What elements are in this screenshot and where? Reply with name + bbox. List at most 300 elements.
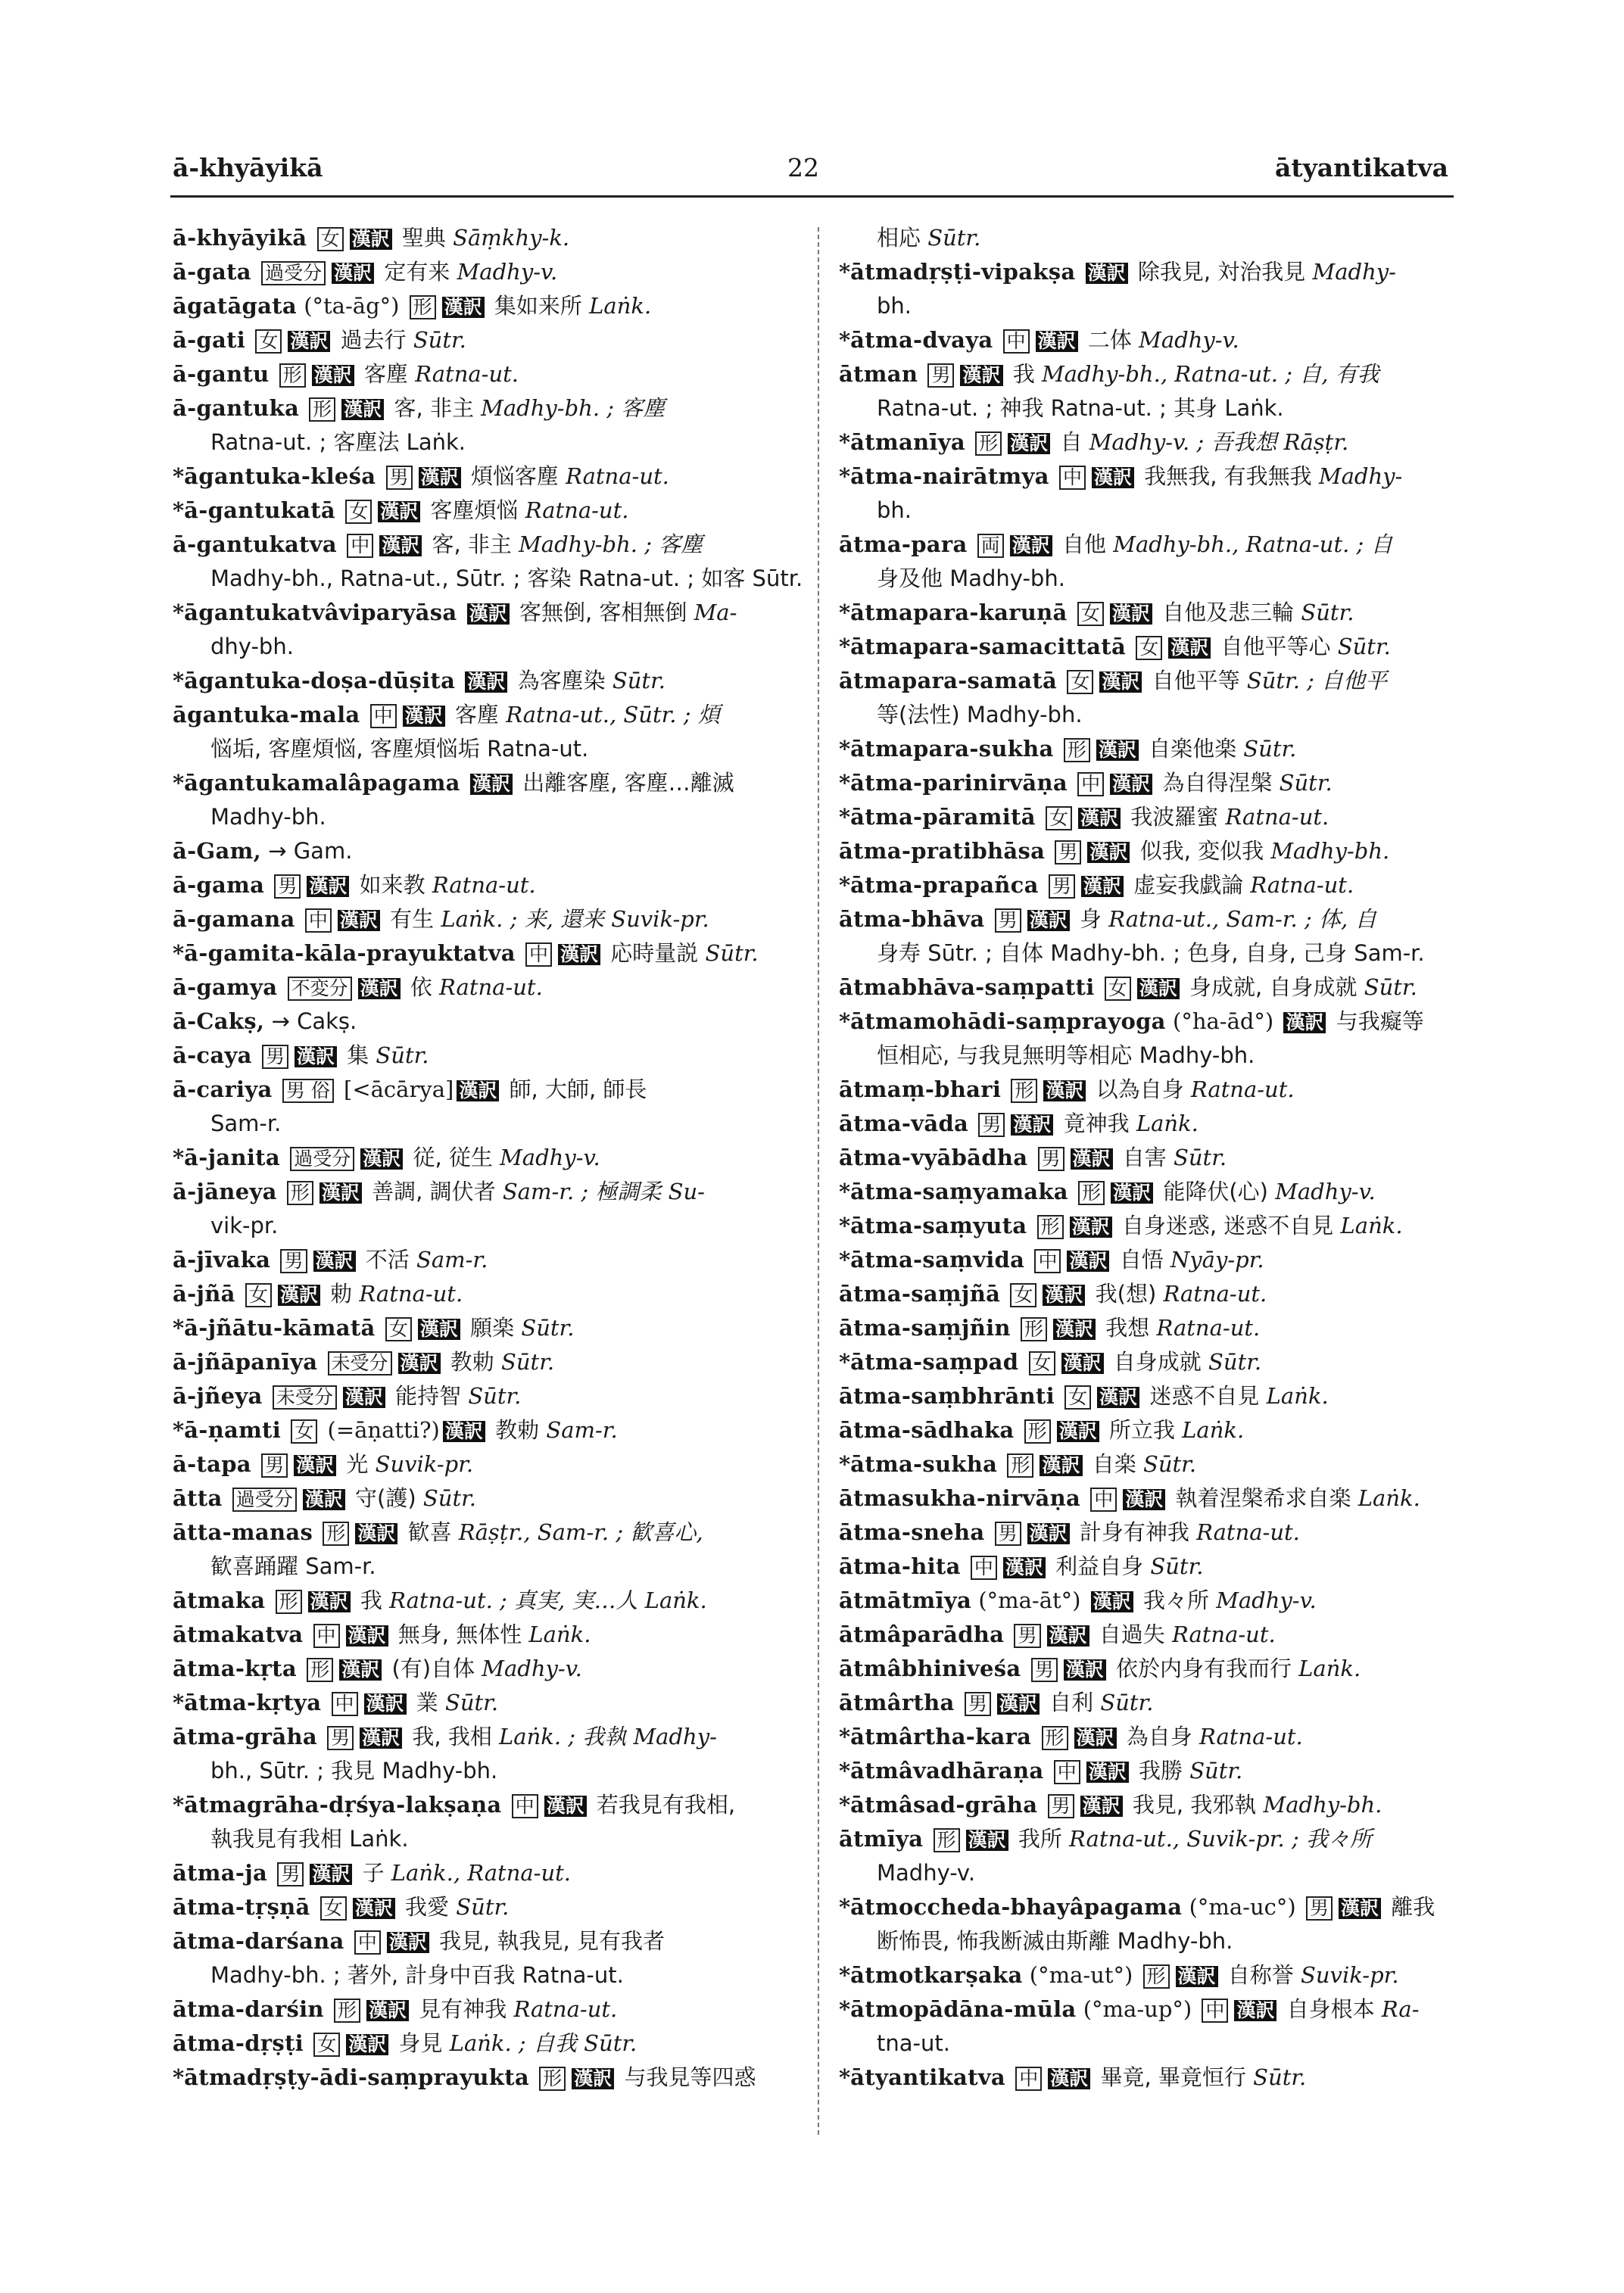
dictionary-entry (173, 1243, 809, 1277)
headword: ātma-ja (173, 1860, 268, 1886)
source-reference: Madhy-v. (500, 1145, 600, 1170)
translation-text: 与我癡等 (1336, 1008, 1424, 1034)
chinese-translation-tag: 漢訳 (1057, 1421, 1099, 1442)
grammar-tag: 中 (512, 1794, 538, 1818)
translation-text: (有)自体 (391, 1656, 475, 1681)
grammar-tag: 形 (1021, 1317, 1047, 1341)
chinese-translation-tag: 漢訳 (1071, 1148, 1113, 1170)
dictionary-entry (173, 902, 809, 936)
chinese-translation-tag: 漢訳 (378, 501, 420, 522)
headword-note: (°ha-ād°) (1173, 1008, 1274, 1034)
grammar-tag: 中 (1003, 329, 1030, 354)
dictionary-entry (839, 1550, 1458, 1584)
source-reference: Ratna-ut. (415, 361, 519, 387)
dictionary-entry (839, 596, 1458, 630)
chinese-translation-tag: 漢訳 (1064, 1659, 1106, 1681)
dictionary-entry (173, 1447, 809, 1481)
chinese-translation-tag: 漢訳 (1096, 740, 1139, 761)
source-reference: Madhy- (1318, 463, 1403, 489)
dictionary-entry (839, 1992, 1458, 2061)
translation-text: 畢竟, 畢竟恒行 (1100, 2064, 1246, 2090)
translation-text: 善調, 調伏者 (372, 1179, 496, 1204)
source-reference: Laṅk. (528, 1622, 591, 1647)
translation-text: 似我, 変似我 (1139, 838, 1264, 864)
headword: ātmâvadhāraṇa (850, 1758, 1044, 1784)
chinese-translation-tag: 漢訳 (278, 1285, 320, 1306)
grammar-tag: 女 (320, 1896, 347, 1921)
dictionary-entry (173, 1788, 809, 1856)
headword: ātma-saṃjñin (839, 1315, 1011, 1341)
dictionary-entry (173, 391, 809, 460)
entry-marker: * (173, 463, 185, 489)
headword: ātma-hita (839, 1553, 961, 1579)
entry-continuation: 執我見有我相 Laṅk. (210, 1826, 409, 1852)
chinese-translation-tag: 漢訳 (387, 1932, 429, 1953)
source-reference: Madhy-bh. ; 客塵 (481, 395, 665, 421)
headword: ātmanīya (850, 429, 965, 455)
entry-marker: * (839, 1894, 851, 1920)
headword: ātma-saṃbhrānti (839, 1383, 1055, 1409)
chinese-translation-tag: 漢訳 (1092, 467, 1134, 488)
entry-continuation: bh. (877, 497, 912, 523)
dictionary-entry (173, 1073, 809, 1141)
chinese-translation-tag: 漢訳 (1074, 1728, 1117, 1749)
grammar-tag: 形 (279, 363, 306, 388)
headword: ātma-prapañca (850, 872, 1039, 898)
dictionary-entry (839, 766, 1458, 800)
entry-marker: * (173, 1690, 185, 1715)
headword: ā-gantukatva (173, 531, 337, 557)
translation-text: 自過失 (1099, 1622, 1165, 1647)
translation-text: 自他平等心 (1220, 634, 1331, 659)
source-reference: Madhy-v. (1275, 1179, 1376, 1204)
dictionary-entry (173, 357, 809, 391)
source-reference: Laṅk. (1298, 1656, 1361, 1681)
headword-note: (°ma-uc°) (1189, 1894, 1296, 1920)
source-reference: Sūtr. (1243, 736, 1297, 762)
dictionary-entry (839, 1379, 1458, 1413)
dictionary-entry (173, 1686, 809, 1720)
chinese-translation-tag: 漢訳 (457, 1080, 499, 1101)
entry-marker: * (839, 1179, 851, 1204)
chinese-translation-tag: 漢訳 (303, 1489, 345, 1510)
entry-marker: * (173, 940, 185, 966)
grammar-tag: 男 (277, 1862, 304, 1886)
right-column (839, 221, 1458, 2095)
chinese-translation-tag: 漢訳 (1339, 1898, 1381, 1919)
source-reference: Sūtr. (705, 940, 759, 966)
grammar-tag: 男 (1306, 1896, 1333, 1921)
grammar-tag: 女 (385, 1317, 412, 1341)
source-reference: Ratna-ut. (1156, 1315, 1261, 1341)
chinese-translation-tag: 漢訳 (443, 1421, 485, 1442)
dictionary-entry (173, 1175, 809, 1243)
chinese-translation-tag: 漢訳 (1086, 1762, 1129, 1783)
dictionary-entry (173, 1618, 809, 1652)
source-reference: Madhy-bh. ; 客塵 (519, 531, 703, 557)
headword: ā-Cakṣ, (173, 1008, 265, 1034)
translation-text: 守(護) (355, 1485, 416, 1511)
dictionary-entry (839, 1311, 1458, 1345)
entry-marker: * (839, 1758, 851, 1784)
grammar-tag: 形 (1037, 1215, 1064, 1239)
entry-marker: * (173, 600, 185, 625)
translation-text: 為自得涅槃 (1162, 770, 1273, 796)
headword: ā-jāneya (173, 1179, 277, 1204)
source-reference: Ratna-ut. (439, 974, 543, 1000)
grammar-tag: 女 (1029, 1351, 1055, 1375)
grammar-tag: 形 (539, 2067, 566, 2091)
entry-marker: * (173, 1792, 185, 1818)
source-reference: Laṅk. (1357, 1485, 1420, 1511)
entry-marker: * (839, 1724, 851, 1749)
entry-continuation: 恒相応, 与我見無明等相応 Madhy-bh. (877, 1042, 1255, 1068)
entry-marker: * (173, 770, 185, 796)
dictionary-entry (173, 1141, 809, 1175)
translation-text: 客塵煩悩 (430, 497, 519, 523)
headword: ātmapara-samatā (839, 668, 1058, 693)
source-reference: Sam-r. (416, 1247, 488, 1273)
source-reference: Ratna-ut. (566, 463, 669, 489)
grammar-tag: 過受分 (261, 261, 326, 285)
translation-text: 身成就, 自身成就 (1189, 974, 1357, 1000)
dictionary-entry (839, 800, 1458, 834)
translation-text: 我々所 (1142, 1587, 1209, 1613)
chinese-translation-tag: 漢訳 (1053, 1319, 1096, 1340)
chinese-translation-tag: 漢訳 (442, 297, 485, 318)
chinese-translation-tag: 漢訳 (339, 1659, 382, 1681)
headword: ātmotkarṣaka (850, 1962, 1023, 1988)
entry-continuation: 身及他 Madhy-bh. (877, 565, 1065, 591)
headword: ātmamohādi-saṃprayoga (850, 1008, 1166, 1034)
headword: āgantuka-kleśa (184, 463, 376, 489)
source-reference: Laṅk. (1182, 1417, 1245, 1443)
grammar-tag: 形 (934, 1828, 960, 1852)
chinese-translation-tag: 漢訳 (1043, 1285, 1085, 1306)
source-reference: Laṅk. (1340, 1213, 1403, 1238)
source-reference: Sāṃkhy-k. (453, 225, 570, 251)
dictionary-entry (839, 460, 1458, 528)
source-reference: Ratna-ut. (1171, 1622, 1276, 1647)
chinese-translation-tag: 漢訳 (366, 2000, 409, 2021)
source-reference: Laṅk. ; 我執 Madhy- (499, 1724, 717, 1749)
dictionary-entry (173, 1039, 809, 1073)
translation-text: 客, 非主 (432, 531, 512, 557)
source-reference: Madhy-bh. (1263, 1792, 1382, 1818)
dictionary-entry (173, 221, 809, 255)
grammar-tag: 男 (965, 1692, 991, 1716)
entry-continuation: bh. (877, 293, 912, 319)
translation-text: 従, 従生 (413, 1145, 493, 1170)
headword: āgantukatvâviparyāsa (184, 600, 457, 625)
translation-text: 客塵 (455, 702, 500, 727)
entry-marker: * (839, 600, 851, 625)
dictionary-entry (173, 2061, 809, 2095)
dictionary-entry (173, 1005, 809, 1039)
chinese-translation-tag: 漢訳 (1008, 433, 1050, 454)
chinese-translation-tag: 漢訳 (418, 1319, 460, 1340)
grammar-tag: 男 (261, 1453, 288, 1478)
translation-text: 集 (347, 1042, 369, 1068)
translation-text: 利益自身 (1055, 1553, 1144, 1579)
entry-continuation: Ratna-ut. ; 客塵法 Laṅk. (210, 429, 466, 455)
source-reference: Laṅk. (1266, 1383, 1329, 1409)
translation-text: 自他 (1062, 531, 1107, 557)
translation-text: 能持智 (395, 1383, 462, 1409)
chinese-translation-tag: 漢訳 (558, 944, 600, 965)
source-reference: Madhy-v. (457, 259, 558, 285)
source-reference: Sūtr. (413, 327, 466, 353)
dictionary-entry (173, 460, 809, 494)
source-reference: Madhy-v. (482, 1656, 582, 1681)
headword: ā-cariya (173, 1076, 273, 1102)
entry-marker: * (839, 463, 851, 489)
grammar-tag: 中 (332, 1692, 358, 1716)
headword: ā-jñā (173, 1281, 235, 1307)
translation-text: 我 (360, 1587, 382, 1613)
headword: ā-ṇamti (184, 1417, 282, 1443)
chinese-translation-tag: 漢訳 (1036, 331, 1078, 352)
source-reference: Sūtr. (456, 1894, 510, 1920)
grammar-tag: 男 (1055, 840, 1081, 865)
chinese-translation-tag: 漢訳 (308, 1591, 351, 1612)
dictionary-entry (173, 323, 809, 357)
translation-text: 不活 (365, 1247, 410, 1273)
translation-text: 虚妄我戯論 (1133, 872, 1244, 898)
translation-text: 計身有神我 (1079, 1519, 1189, 1545)
headword: āgantuka-mala (173, 702, 360, 727)
chinese-translation-tag: 漢訳 (1027, 1523, 1070, 1544)
grammar-tag: 男 俗 (282, 1079, 334, 1103)
source-reference: Ratna-ut., Sam-r. ; 体, 自 (1108, 906, 1377, 932)
grammar-tag: 女 (317, 227, 344, 251)
running-head-right: ātyantikatva (1274, 153, 1448, 182)
chinese-translation-tag: 漢訳 (312, 365, 354, 386)
translation-text: 若我見有我相, (596, 1792, 736, 1818)
translation-text: 自身成就 (1113, 1349, 1202, 1375)
translation-text: → Cakṣ. (271, 1008, 357, 1034)
grammar-tag: 男 (274, 874, 301, 899)
chinese-translation-tag: 漢訳 (1087, 842, 1130, 863)
entry-continuation: Madhy-v. (877, 1860, 976, 1886)
grammar-tag: 男 (1038, 1147, 1064, 1171)
chinese-translation-tag: 漢訳 (310, 1864, 352, 1885)
grammar-tag: 形 (307, 1658, 333, 1682)
translation-text: 過去行 (340, 327, 407, 353)
translation-text: 定有来 (384, 259, 450, 285)
chinese-translation-tag: 漢訳 (1123, 1489, 1165, 1510)
headword: ātmapara-samacittatā (850, 634, 1127, 659)
source-reference: Sam-r. ; 極調柔 Su- (502, 1179, 705, 1204)
chinese-translation-tag: 漢訳 (403, 706, 445, 727)
entry-marker: * (839, 634, 851, 659)
headword: ātmadṛṣṭy-ādi-saṃprayukta (184, 2064, 529, 2090)
source-reference: Sūtr. (422, 1485, 476, 1511)
dictionary-entry (839, 2061, 1458, 2095)
grammar-tag: 男 (927, 363, 954, 388)
chinese-translation-tag: 漢訳 (1097, 1387, 1139, 1408)
chinese-translation-tag: 漢訳 (346, 2034, 388, 2055)
translation-text: 身見 (398, 2030, 443, 2056)
translation-text: 依 (410, 974, 432, 1000)
translation-text: 我想 (1105, 1315, 1150, 1341)
translation-text: 客, 非主 (394, 395, 474, 421)
dictionary-entry (173, 766, 809, 834)
chinese-translation-tag: 漢訳 (1081, 876, 1124, 897)
translation-text: 如来教 (359, 872, 425, 898)
dictionary-entry (839, 1141, 1458, 1175)
dictionary-entry (173, 1856, 809, 1890)
source-reference: Sūtr. (1301, 600, 1354, 625)
translation-text: 能降伏(心) (1163, 1179, 1268, 1204)
chinese-translation-tag: 漢訳 (1047, 1625, 1089, 1647)
entry-continuation: Madhy-bh. ; 著外, 計身中百我 Ratna-ut. (210, 1962, 624, 1988)
grammar-tag: 女 (1067, 670, 1093, 694)
source-reference: Ra- (1381, 1996, 1420, 2022)
translation-text: 身 (1079, 906, 1102, 932)
headword: ā-khyāyikā (173, 225, 307, 251)
headword: ātta-manas (173, 1519, 313, 1545)
chinese-translation-tag: 漢訳 (343, 1387, 385, 1408)
translation-text: 自身根本 (1286, 1996, 1375, 2022)
header-rule (170, 195, 1454, 198)
dictionary-entry (839, 1243, 1458, 1277)
chinese-translation-tag: 漢訳 (1110, 603, 1152, 625)
source-reference: Ratna-ut. (359, 1281, 463, 1307)
headword: ātma-vāda (839, 1111, 969, 1136)
headword: ā-Gam, (173, 838, 261, 864)
chinese-translation-tag: 漢訳 (1067, 1251, 1109, 1272)
dictionary-entry (173, 1584, 809, 1618)
chinese-translation-tag: 漢訳 (320, 1182, 362, 1204)
headword: ātma-dvaya (850, 327, 993, 353)
left-column (173, 221, 809, 2095)
dictionary-entry (173, 1311, 809, 1345)
translation-text: 自他及悲三輪 (1162, 600, 1295, 625)
dictionary-entry (173, 868, 809, 902)
entry-marker: * (839, 2064, 851, 2090)
grammar-tag: 形 (1078, 1181, 1105, 1205)
headword: ātmakatva (173, 1622, 304, 1647)
source-reference: Ratna-ut. (1225, 804, 1329, 830)
translation-text: 見有神我 (419, 1996, 507, 2022)
translation-text: 我愛 (405, 1894, 450, 1920)
translation-text: 客無倒, 客相無倒 (519, 600, 687, 625)
dictionary-entry (839, 1209, 1458, 1243)
chinese-translation-tag: 漢訳 (1111, 1182, 1153, 1204)
chinese-translation-tag: 漢訳 (419, 467, 461, 488)
dictionary-entry (173, 1720, 809, 1788)
grammar-tag: 女 (291, 1419, 317, 1444)
translation-text: 自楽 (1092, 1451, 1136, 1477)
source-reference: Madhy-bh. (1270, 838, 1390, 864)
source-reference: Sūtr. (1100, 1690, 1154, 1715)
dictionary-entry (839, 1005, 1458, 1073)
translation-text: 我(想) (1095, 1281, 1157, 1307)
dictionary-entry (173, 1890, 809, 1924)
entry-marker: * (173, 1315, 185, 1341)
headword: ātyantikatva (850, 2064, 1006, 2090)
chinese-translation-tag: 漢訳 (364, 1693, 407, 1715)
grammar-tag: 女 (313, 2033, 340, 2057)
grammar-tag: 形 (309, 397, 335, 422)
grammar-tag: 女 (255, 329, 282, 354)
dictionary-entry (839, 528, 1458, 596)
dictionary-entry (173, 1652, 809, 1686)
translation-text: 迷惑不自見 (1149, 1383, 1260, 1409)
entry-marker: * (173, 668, 185, 693)
chinese-translation-tag: 漢訳 (346, 1625, 388, 1647)
dictionary-entry (173, 936, 809, 970)
entry-continuation: 悩垢, 客塵煩悩, 客塵煩悩垢 Ratna-ut. (210, 736, 589, 762)
headword: ā-caya (173, 1042, 252, 1068)
dictionary-entry (173, 970, 809, 1005)
chinese-translation-tag: 漢訳 (1091, 1591, 1133, 1612)
chinese-translation-tag: 漢訳 (1003, 1557, 1046, 1578)
dictionary-entry (839, 732, 1458, 766)
dictionary-entry (839, 1686, 1458, 1720)
grammar-tag: 女 (345, 500, 372, 524)
chinese-translation-tag: 漢訳 (355, 1523, 397, 1544)
entry-marker: * (173, 1417, 185, 1443)
headword-note: (°ma-āt°) (978, 1587, 1081, 1613)
grammar-tag: 両 (977, 534, 1004, 558)
grammar-tag: 中 (370, 704, 397, 728)
source-reference: Sūtr. (1337, 634, 1391, 659)
entry-marker: * (173, 2064, 185, 2090)
dictionary-entry (839, 1107, 1458, 1141)
grammar-tag: 中 (971, 1556, 997, 1580)
translation-text: 聖典 (401, 225, 446, 251)
headword: ātmasukha-nirvāṇa (839, 1485, 1081, 1511)
entry-continuation: 身寿 Sūtr. ; 自体 Madhy-bh. ; 色身, 自身, 己身 Sam-r. (877, 940, 1425, 966)
entry-continuation: Ratna-ut. ; 神我 Ratna-ut. ; 其身 Laṅk. (877, 395, 1284, 421)
dictionary-entry (839, 1584, 1458, 1618)
grammar-tag: 中 (354, 1930, 381, 1955)
grammar-tag: 中 (347, 534, 373, 558)
headword: ātmârtha-kara (850, 1724, 1032, 1749)
headword: ātmaka (173, 1587, 266, 1613)
translation-text: 集如来所 (494, 293, 582, 319)
headword: ātma-darśin (173, 1996, 324, 2022)
headword: ā-gamana (173, 906, 295, 932)
dictionary-entry (173, 528, 809, 596)
entry-marker: * (839, 804, 851, 830)
grammar-tag: 形 (276, 1590, 302, 1614)
headword: ā-jñātu-kāmatā (184, 1315, 376, 1341)
source-reference: Sūtr. (1208, 1349, 1262, 1375)
dictionary-entry (839, 221, 1458, 255)
chinese-translation-tag: 漢訳 (341, 399, 384, 420)
translation-text: 我, 我相 (412, 1724, 492, 1749)
dictionary-entry (839, 970, 1458, 1005)
grammar-tag: 形 (1011, 1079, 1037, 1103)
chinese-translation-tag: 漢訳 (1011, 1114, 1053, 1136)
headword: ātmīya (839, 1826, 924, 1852)
headword: ātma-grāha (173, 1724, 317, 1749)
source-reference: Madhy- (1312, 259, 1396, 285)
chinese-translation-tag: 漢訳 (1061, 1353, 1104, 1374)
headword: ātma-bhāva (839, 906, 985, 932)
chinese-translation-tag: 漢訳 (1070, 1217, 1112, 1238)
dictionary-entry (173, 834, 809, 868)
headword: ā-janita (184, 1145, 280, 1170)
entry-marker: * (173, 1145, 185, 1170)
grammar-tag: 中 (1059, 466, 1086, 490)
dictionary-entry (839, 425, 1458, 460)
headword: ātmaṃ-bhari (839, 1076, 1002, 1102)
source-reference: Ratna-ut. (1163, 1281, 1267, 1307)
